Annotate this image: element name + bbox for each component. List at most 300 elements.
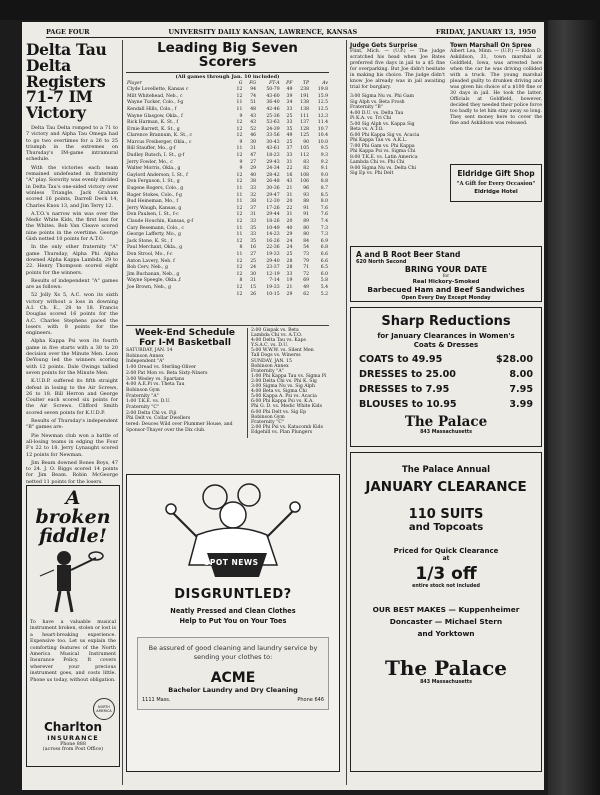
schedule-line: Phi Kappa Psi vs. Sigma Chi [350, 149, 416, 154]
schedule-right-list [251, 328, 329, 438]
column-rule [346, 40, 347, 785]
table-cell: 9 [239, 139, 243, 145]
table-cell: 10.0 [317, 139, 328, 145]
table-cell: 31 [250, 146, 257, 152]
table-cell: 12 [236, 212, 243, 218]
acme-body: Be assured of good cleaning and laundry service by sending your clothes to: [148, 644, 318, 661]
table-cell: 9.5 [320, 146, 328, 152]
table-cell: 82 [303, 166, 310, 172]
table-cell: Jerry Fowler, Mo., c [127, 159, 173, 165]
table-cell: 29 [286, 232, 293, 238]
table-cell: 12 [236, 258, 243, 264]
schedule-line: Robinson Gym [251, 414, 285, 420]
acme-inner-box [137, 637, 329, 710]
table-cell: 112 [300, 153, 310, 159]
table-cell: 37 [286, 146, 293, 152]
price-row [359, 384, 533, 395]
table-cell: 108 [300, 172, 310, 178]
charlton-phone: Phone 888 [60, 742, 86, 747]
table-cell: 10-15 [266, 291, 280, 297]
fiddler-illustration-icon [30, 546, 116, 616]
price-label: COATS to 49.95 [359, 354, 443, 365]
january-clearance-ad [350, 452, 542, 772]
paragraph: Pie Newman club won a battle of all-losing teams in edging the Four F's 22 to 18. Jerry Lynaught scored 12 points for Newman. [26, 432, 118, 458]
charlton-address: (across from Post Office) [42, 747, 104, 752]
table-cell: Cary Besemann, Colo., c [127, 225, 184, 231]
acme-service: Bachelor Laundry and Dry Cleaning [168, 686, 298, 694]
table-cell: Wayne Tucker, Colo., f-g [127, 100, 184, 106]
table-cell: George Lafferty, Mo., g [127, 232, 181, 238]
table-cell: 7.6 [320, 205, 328, 211]
table-cell: 5.8 [320, 278, 328, 284]
schedule-line: 5:00 Kappa A. Psi vs. Acacia [251, 394, 317, 400]
table-cell: 138 [300, 106, 310, 112]
table-cell: 90 [303, 139, 310, 145]
schedule-line: 1:00 Phi Kappa Tau vs. Sigma Pi [251, 373, 327, 379]
table-cell: 191 [300, 93, 310, 99]
table-cell: Don Paulsen, I. St., f-c [127, 212, 179, 218]
schedule-line: Phi Delt vs. Collar Dwellers [126, 416, 191, 422]
spot-news-label: SPOT NEWS [204, 558, 259, 567]
table-cell: 33-56 [266, 133, 280, 139]
table-cell: 54 [303, 245, 310, 251]
table-cell: Joe Brown, Neb., g [127, 284, 171, 290]
table-cell: Claude Houchin, Kansas, g-f [127, 219, 194, 224]
table-cell: 74 [250, 93, 257, 99]
table-cell: 39 [286, 93, 293, 99]
schedule-line: Beta vs. A.T.O. [350, 127, 384, 132]
col-header: FG [249, 80, 257, 86]
table-cell: 91 [303, 212, 310, 218]
table-cell: 12 [236, 238, 243, 244]
clearance-makes: OUR BEST MAKES — Kuppenheimer [372, 605, 520, 614]
table-cell: 12 [236, 284, 243, 290]
table-cell: 12 [236, 271, 243, 277]
paragraph: In the only other fraternity "A" game Thursday, Alpha Phi Alpha downed Alpha Kappa Lambda, 29 to 22. Henry Thompson scored eight points for the winners. [26, 244, 118, 276]
schedule-line: Fraternity "A" [126, 393, 159, 399]
table-cell: 106 [300, 179, 310, 185]
table-cell: 12-19 [266, 271, 280, 277]
clearance-pre: The Palace Annual [401, 465, 491, 475]
price-row [359, 399, 533, 410]
table-cell: 22 [286, 205, 293, 211]
column-rule [122, 40, 123, 785]
table-cell: 25 [286, 113, 293, 119]
table-cell: 49 [286, 87, 293, 93]
schedule-line: 2:00 Delta Chi vs. Phi K. Sig [251, 378, 317, 384]
table-cell: 16 [250, 245, 257, 251]
table-cell: 26 [250, 291, 257, 297]
schedule-line: 6:00 Phi Delt vs. Sig Ep [251, 409, 307, 415]
table-cell: 125 [300, 133, 310, 139]
clearance-topcoats: and Topcoats [408, 522, 484, 533]
table-cell: 16 [286, 172, 293, 178]
table-cell: 6.9 [320, 238, 328, 244]
table-cell: 12 [236, 87, 243, 93]
table-cell: 31 [250, 278, 257, 284]
table-cell: 29-44 [266, 212, 280, 218]
table-cell: 20 [286, 199, 293, 205]
marshal-text: Albert Lea, Minn. — (U.P.) — Eldon D. Askildson, 31, town marshal at Goldfield, Iowa, was arrested here when the car he was driving collided with a truck. The young marshal pleaded guilty to drunken driving and was given his choice of a $100 fine or 30 days in jail. He took the latter. Officials at Goldfield, however, decided they needed their police force too badly to let him stay away so long. They sent money here to cover the fine and Askildson was released. [450, 49, 542, 126]
acme-subline: Help to Put You on Your Toes [179, 617, 287, 625]
table-cell: 40 [250, 172, 257, 178]
table-cell: 43 [250, 113, 257, 119]
schedule-line: Robinson Gym [126, 387, 160, 393]
price-label: BLOUSES to 10.95 [359, 399, 457, 410]
ab-hours: Open Every Day Except Monday [401, 295, 491, 301]
ab-item: Barbecued Ham and Beef Sandwiches [367, 285, 525, 294]
judge-title: Judge Gets Surprise [350, 42, 418, 49]
schedule-line: SUNDAY, JAN. 15 [251, 358, 292, 364]
schedule-line: 8:00 T.K.E. vs. Latin America [350, 154, 418, 160]
table-cell: 29-40 [266, 258, 280, 264]
sharp-reductions-ad [350, 307, 542, 447]
table-cell: 33 [250, 219, 257, 224]
price-label: DRESSES to 25.00 [359, 369, 456, 380]
table-cell: 12 [236, 219, 243, 224]
table-cell: 21 [286, 186, 293, 192]
table-cell: 29 [286, 291, 293, 297]
scan-book-edge [548, 20, 600, 795]
paragraph: Results of independent "A" games are as follows: [26, 277, 118, 291]
table-cell: 8.8 [320, 179, 328, 185]
table-cell: 29-47 [266, 192, 280, 198]
table-cell: 12.3 [317, 113, 328, 119]
table-cell: Paul Merchant, Okla., g [127, 245, 183, 251]
table-cell: Eugene Rogers, Colo., g [127, 186, 184, 192]
table-cell: 12 [236, 153, 243, 159]
table-cell: 8 [239, 245, 243, 251]
table-cell: Wayne Glasgow, Okla., f [127, 113, 183, 119]
charlton-headline: A broken fiddle! [35, 487, 111, 547]
schedule-line: 2:00 Pat Mon vs. Beta Sixty-Niners [126, 370, 208, 376]
table-cell: 11 [236, 199, 243, 205]
table-cell: 43 [250, 120, 257, 126]
table-cell: 26-48 [266, 179, 280, 185]
table-cell: 43 [286, 179, 293, 185]
table-cell: Bill Stauffer, Mo., g-f [127, 146, 176, 152]
marshal-title: Town Marshall On Spree [450, 42, 532, 49]
table-cell: 35 [250, 238, 257, 244]
schedule-line: 1:00 T.K.E. vs. D.U. [126, 399, 171, 405]
table-cell: 33 [286, 271, 293, 277]
table-cell: 12.5 [317, 100, 328, 106]
table-cell: 47 [250, 153, 257, 159]
table-cell: 36-40 [266, 100, 280, 106]
gift-tagline: "A Gift for Every Occasion" [456, 181, 536, 187]
table-cell: 33 [250, 186, 257, 192]
table-cell: 83 [303, 159, 310, 165]
table-cell: 33 [286, 120, 293, 126]
table-cell: 38 [250, 179, 257, 185]
table-cell: 43-60 [266, 93, 280, 99]
table-cell: 30 [250, 271, 257, 277]
table-cell: 28 [286, 265, 293, 271]
table-cell: 105 [300, 146, 310, 152]
table-cell: 28-42 [266, 172, 280, 178]
table-cell: 93 [303, 192, 310, 198]
schedule-line: 1:00 Oread vs. Sterling-Oliver [126, 365, 196, 371]
col-header: Av [322, 80, 328, 86]
schedule-line: 5:00 W.W.W. vs. Silent Men [251, 348, 314, 354]
schedule-line: 4:00 D.U. vs. Delta Tau [350, 110, 404, 116]
schedule-line: Sig Alph vs. Beta Frosh [350, 99, 405, 105]
price-value: 8.00 [509, 369, 533, 380]
schedule-line: Fraternity "B" [350, 105, 383, 110]
table-cell: 238 [300, 87, 310, 93]
price-value: 3.99 [509, 399, 533, 410]
judge-story [350, 42, 445, 242]
clearance-store: The Palace [384, 656, 508, 680]
gift-place: Eldridge Hotel [474, 189, 518, 195]
table-cell: Jack Stone, K. St., f [127, 238, 173, 244]
schedule-line: Sig Ep vs. Phi Delt [350, 171, 394, 176]
table-cell: 8 [239, 278, 243, 284]
root-beer-ad [350, 246, 542, 302]
table-cell: 80 [303, 225, 310, 231]
newspaper-page [22, 22, 544, 790]
ab-name: A and B Root Beer Stand [356, 250, 461, 259]
table-cell: 21 [286, 284, 293, 290]
paragraph: Results of Thursday's independent "B" games are: [26, 418, 118, 431]
table-cell: 49 [286, 133, 293, 139]
schedule-line: Robinson Annex [251, 363, 289, 369]
table-cell: 46 [250, 133, 257, 139]
table-cell: 33 [286, 153, 293, 159]
schedule-box [126, 328, 329, 438]
schedule-title: Week-End Schedule For I-M Basketball [134, 328, 236, 348]
table-cell: 35 [286, 126, 293, 132]
table-cell: 89 [303, 219, 310, 224]
table-cell: 7.6 [320, 212, 328, 218]
table-cell: 15 [250, 284, 257, 290]
table-cell: 80 [303, 232, 310, 238]
schedule-line: 2:00 Phi Psi vs. Katacomb Kids [251, 424, 323, 430]
table-cell: 10.4 [317, 133, 328, 139]
table-cell: 34 [286, 100, 293, 106]
schedule-line: SATURDAY, JAN. 14 [126, 348, 173, 353]
table-cell: 12 [236, 179, 243, 185]
table-cell: 9 [239, 166, 243, 172]
table-cell: Don Ferguson, I. St., g [127, 179, 180, 185]
table-cell: Jerry Waugh, Kansas, g [127, 205, 182, 211]
table-cell: 11 [236, 251, 243, 257]
table-cell: 5.4 [320, 284, 328, 290]
acme-subline: Neatly Pressed and Clean Clothes [170, 607, 296, 615]
table-cell: 31 [250, 212, 257, 218]
price-row [359, 354, 533, 365]
paragraph: Delta Tau Delta romped to a 71 to 7 victory and Alpha Tau Omega had to go two overtimes for a 26 to 25 triumph in the extremes on Thursday's IM-game intramural schedule. [26, 124, 118, 163]
table-cell: 111 [300, 113, 310, 119]
table-cell: 9.3 [320, 153, 328, 159]
table-cell [126, 292, 231, 299]
table-cell: 7-14 [269, 278, 280, 284]
table-cell: 7.3 [320, 232, 328, 238]
schedule-line: Edgehill vs. Plan Plungers [251, 429, 313, 435]
ab-cta: BRING YOUR DATE [404, 265, 488, 274]
table-cell: 12-30 [266, 199, 280, 205]
clearance-address: 843 Massachusetts [420, 680, 472, 685]
table-cell: 14-23 [266, 232, 280, 238]
schedule-left [126, 328, 244, 438]
table-cell: 72 [303, 271, 310, 277]
col-header: FT-A [269, 80, 280, 86]
schedule-line: Independent "A" [126, 359, 165, 365]
charlton-name: Charlton [43, 720, 102, 734]
table-cell: Wayne Speegle, Okla.,f [127, 278, 181, 284]
table-row [126, 120, 329, 127]
table-cell: 27 [250, 159, 257, 165]
charlton-ad [26, 485, 120, 767]
price-label: DRESSES to 7.95 [359, 384, 450, 395]
table-cell: 6.0 [320, 271, 328, 277]
table-cell: 12 [236, 93, 243, 99]
table-cell: 62 [303, 291, 310, 297]
schedule-line: Lambda Chi vs. Phi Chi [350, 160, 405, 165]
schedule-line: Lambda Chi vs. A.T.O. [251, 333, 303, 339]
table-cell: 6.8 [320, 245, 328, 251]
price-value: 7.95 [509, 384, 533, 395]
table-row [126, 278, 329, 285]
table-cell: 19.8 [317, 87, 328, 93]
table-row [126, 166, 329, 173]
clearance-fraction: 1/3 off [415, 564, 477, 584]
sharp-title: Sharp Reductions [381, 314, 511, 329]
paper-name: UNIVERSITY DAILY KANSAN, LAWRENCE, KANSAS [168, 27, 358, 36]
price-row [359, 369, 533, 380]
table-cell: 11 [236, 146, 243, 152]
table-cell: 16-26 [266, 238, 280, 244]
table-cell: 48 [250, 106, 257, 112]
table-cell: 20 [286, 219, 293, 224]
issue-date: FRIDAY, JANUARY 13, 1950 [435, 27, 536, 36]
paragraph: A.T.O.'s narrow win was over the Medic White Kids, the first loss for the Whites. Bob Van Cleave scored nine points in the overtime. George Gish netted 10 points for A.T.O. [26, 210, 118, 243]
table-cell: 12 [236, 291, 243, 297]
scorers-title: Leading Big Seven Scorers [126, 42, 329, 73]
table-cell: 8.5 [320, 192, 328, 198]
table-cell: 31 [286, 192, 293, 198]
table-cell: 31 [286, 159, 293, 165]
schedule-line: 5:00 Sig Alph vs. Kappa Sig [350, 121, 415, 127]
lead-headline: Delta Tau Delta Registers 71-7 IM Victory [26, 40, 107, 123]
col-header: TP [302, 80, 310, 86]
table-cell: Kendall Hills, Colo., f [127, 106, 177, 112]
table-row [126, 107, 329, 114]
table-cell: 96 [303, 186, 310, 192]
table-row [126, 285, 329, 292]
schedule-line: 3:00 Sigma Nu vs. Sig Alph [251, 384, 315, 390]
acme-name: ACME [210, 670, 256, 686]
table-cell: 138 [300, 100, 310, 106]
table-cell: 28 [286, 258, 293, 264]
clearance-priced: Priced for Quick Clearance [393, 547, 499, 555]
table-cell: 32 [250, 192, 257, 198]
table-cell: 12 [236, 120, 243, 126]
table-cell: 11.4 [317, 120, 328, 126]
table-cell: 88 [303, 199, 310, 205]
schedule-line: tered: Deuces Wild over Plummer House, and Sponsor-Thayer over the Dix club. [126, 422, 233, 433]
judge-text: Flint, Mich. — (U.P.) — The judge scratched his head when Joe Bates preferred five days in jail to a $5 fine for overparking. But Joe didn't hesitate in making his choice. The judge didn't know Joe already was in jail awaiting trial for burglary. [350, 49, 445, 90]
price-value: $28.00 [495, 354, 533, 365]
table-cell: 19-33 [266, 251, 280, 257]
paragraph: Jim Beam downed Bones Boys, 47 to 24. J. O. Biggs scored 14 points for Jim Beam. Robin McGeorge netted 11 points for the losers. [26, 459, 118, 485]
table-row [126, 199, 329, 206]
table-cell: 10.7 [317, 126, 328, 132]
table-cell: 24 [286, 238, 293, 244]
table-cell: 8.7 [320, 186, 328, 192]
table-cell: 18-23 [266, 153, 280, 159]
schedule-line: Y.S.A.C. vs. D.U. [251, 343, 289, 349]
table-cell: 11 [236, 232, 243, 238]
table-cell: 71 [303, 265, 310, 271]
table-cell: 11 [236, 192, 243, 198]
col-header: Player [127, 80, 142, 86]
marshal-story [450, 42, 542, 160]
schedule-line: Phi Kappa Tau vs. A.K.L. [350, 138, 408, 143]
schedule-line: Phi G. D. vs. Medic White Kids [251, 404, 322, 410]
table-cell: Bob Cerv, Neb., g [127, 265, 168, 271]
masthead [46, 26, 536, 38]
table-cell: 6.6 [320, 258, 328, 264]
clearance-title: JANUARY CLEARANCE [365, 479, 527, 495]
table-cell: 12 [236, 265, 243, 271]
table-cell: 53-63 [266, 120, 280, 126]
table-cell: Anton Lavery, Neb. f [127, 258, 175, 264]
schedule-line: 3:00 Wesley vs. Spartans [126, 376, 185, 382]
table-row [126, 133, 329, 140]
table-cell: 128 [300, 126, 310, 132]
table-cell: 10-49 [266, 225, 280, 231]
table-cell: 29-43 [266, 159, 280, 165]
gift-name: Eldridge Gift Shop [457, 169, 535, 178]
acme-headline: DISGRUNTLED? [174, 587, 292, 602]
ab-item: Real Hickory-Smoked [412, 279, 480, 285]
col-header: PF [286, 80, 293, 86]
clearance-suits: 110 SUITS [408, 507, 484, 522]
table-cell: 43-61 [266, 146, 280, 152]
table-cell: 51 [250, 100, 257, 106]
charlton-copy: To have a valuable musical instrument broken, stolen or lost is a heart-breaking experience. Expensive too. Let us explain the comforting features of the North America Musical Instrument Insurance Policy. It covers wherever your precious instrument goes, and costs little. Phone us today, without obligation. [30, 620, 116, 683]
table-cell: Ernie Barrett, K. St., g [127, 126, 180, 132]
table-cell: 11 [236, 100, 243, 106]
table-cell: 31 [286, 212, 293, 218]
clearance-note: entire stock not included [412, 584, 480, 589]
table-row [126, 212, 329, 219]
table-cell: 52 [250, 126, 257, 132]
table-cell: Jim Buchanan, Neb., g [127, 271, 180, 277]
section-rule [126, 325, 329, 326]
schedule-line: 6:00 Phi Kappa Sig vs. Acacia [350, 132, 420, 138]
table-cell: 9 [239, 113, 243, 119]
lead-story [26, 40, 118, 485]
paragraph: 52 Jolly Xs 5, A.C. won its sixth victory without a loss in downing A.I. Ch. E., 28 to 18. Francis Douglas scored 16 points for the A.C. Charles Stephens paced the losers with 8 points for the engineers. [26, 292, 118, 337]
acme-phone: Phone 646 [297, 697, 324, 703]
schedule-line: Tall Dogs vs. Winerss [251, 353, 301, 359]
paragraph: Alpha Kappa Psi won its fourth game in five starts with a 30 to 20 decision over the Minute Men. Leon DeYoung led the winners scoring with 12 points. Dale Owings tallied seven points for the Minute Men. [26, 338, 118, 376]
table-cell: 24 [250, 265, 257, 271]
table-cell: 79 [303, 258, 310, 264]
table-cell: 11 [236, 186, 243, 192]
paragraph: With the victories each team remained undefeated in fraternity "A" play. Sorority was evenly divided in Delta Tau's one-sided victory over winless Triangle. Jack Graham scored 16 points, Darrell Deck 14, Charles Knox 13, and Jim Terry 12. [26, 164, 118, 209]
table-row [126, 245, 329, 252]
table-cell: 25 [250, 258, 257, 264]
ab-for: for [442, 274, 450, 279]
table-row [126, 87, 329, 94]
table-cell: Clarence Brannum, K. St., c [127, 133, 193, 139]
scan-border-top [0, 0, 600, 20]
table-cell: 23-37 [266, 265, 280, 271]
table-row [126, 186, 329, 193]
